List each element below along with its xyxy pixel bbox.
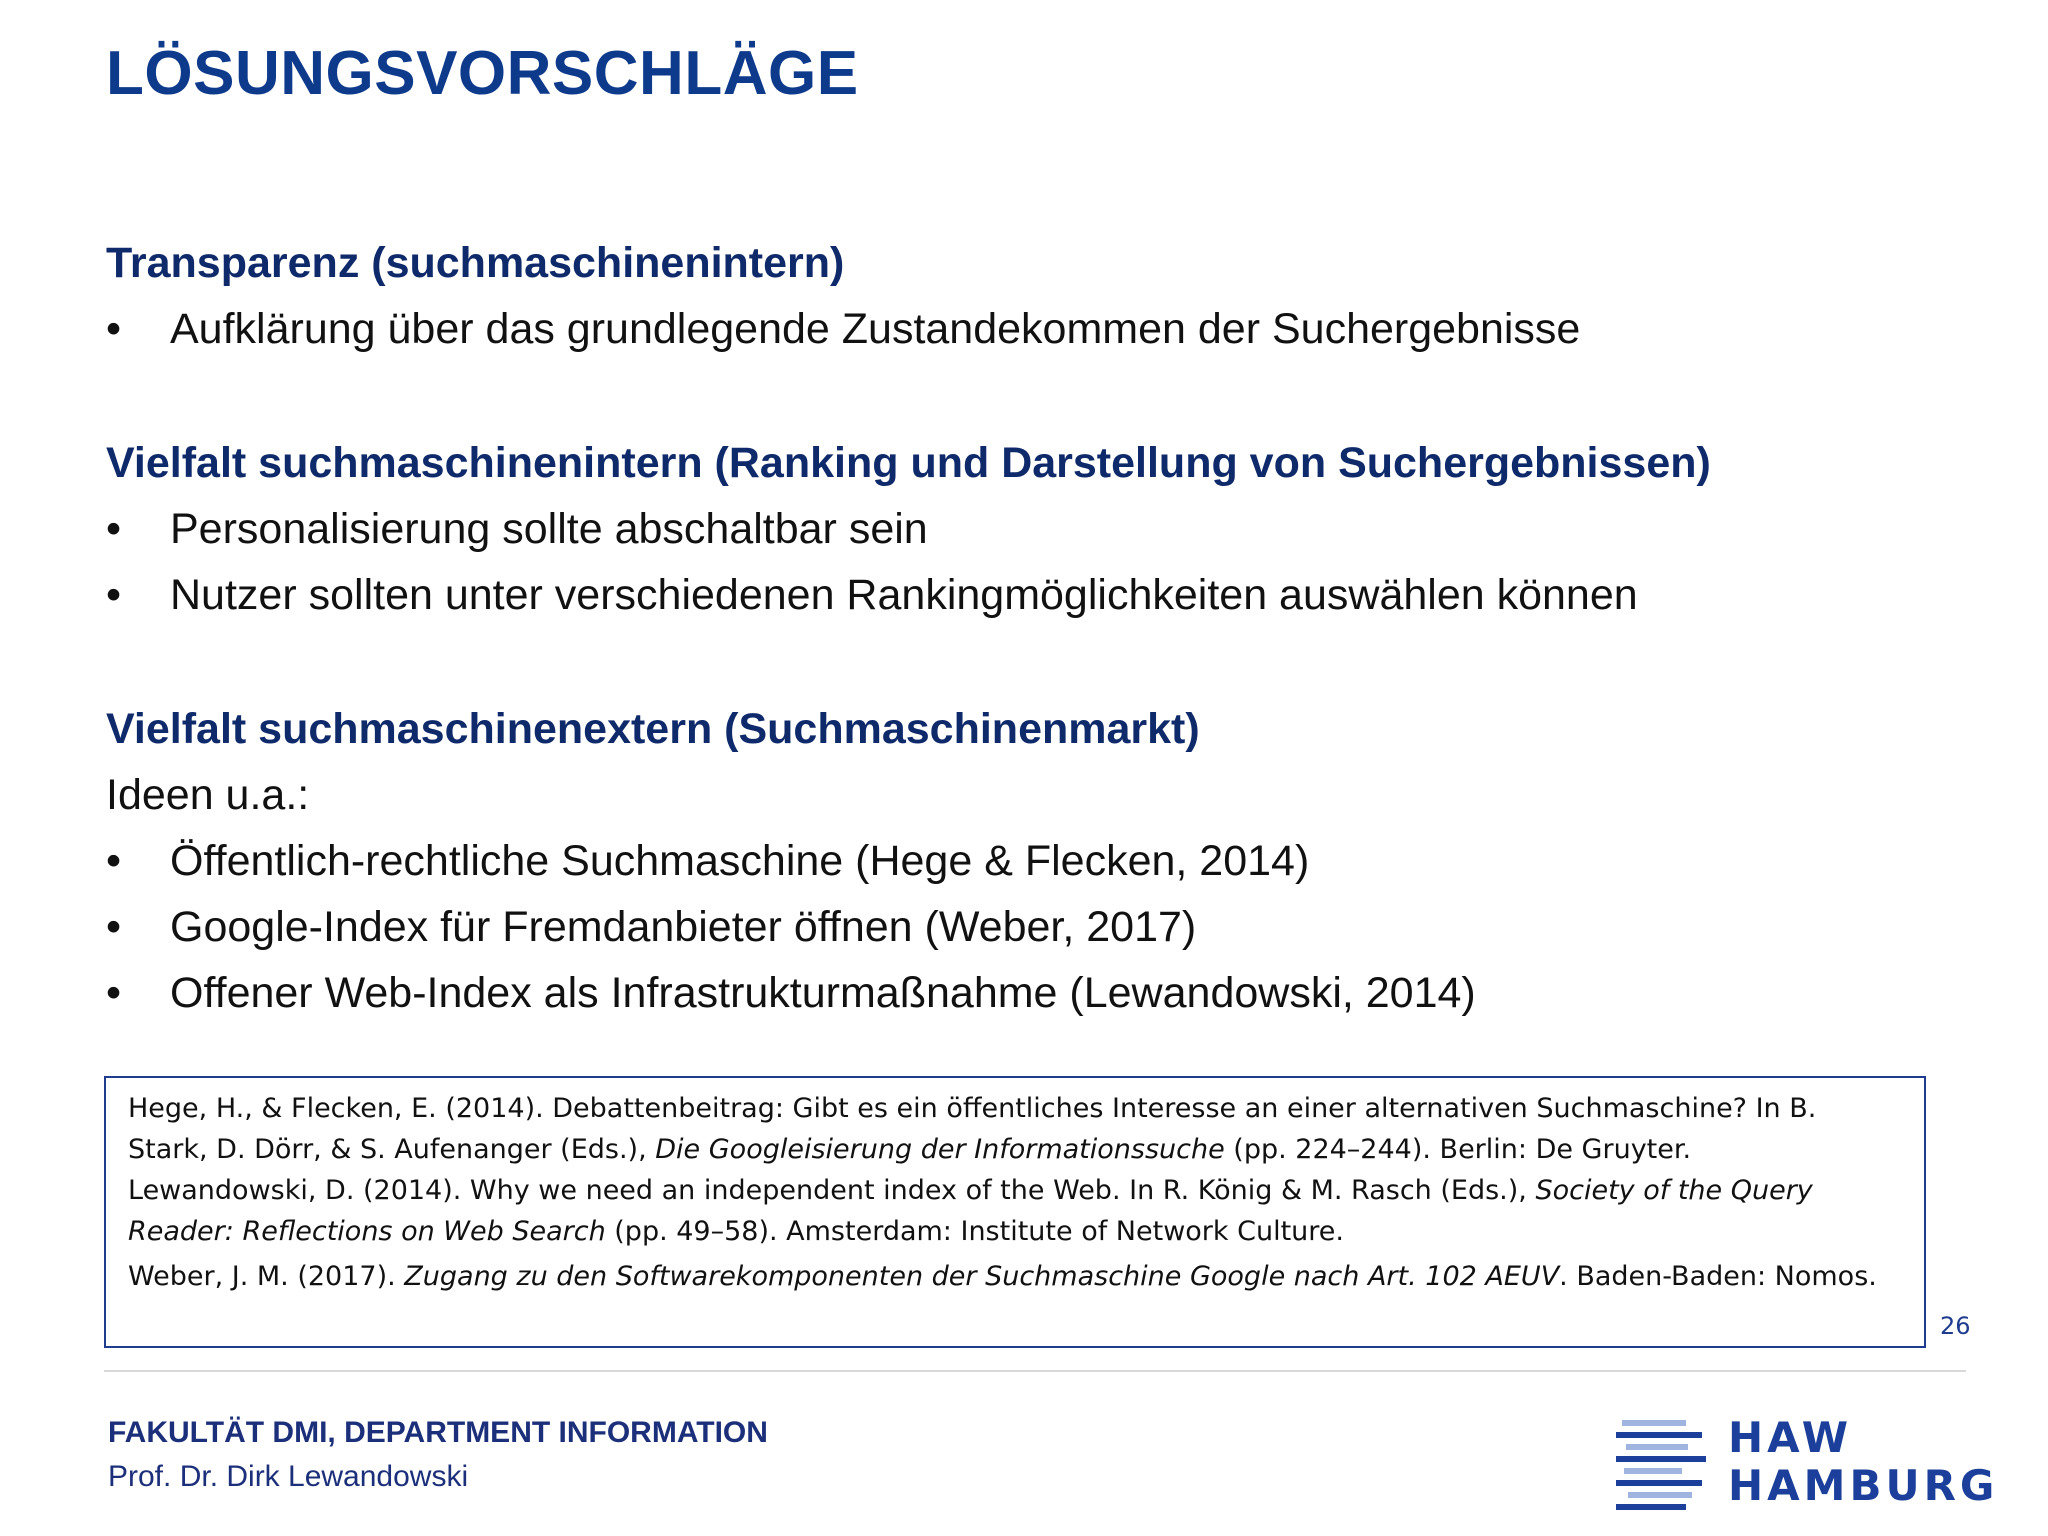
reference-entry: [128, 1088, 1900, 1170]
bullet-mark: •: [106, 571, 122, 619]
bullet-mark: •: [106, 969, 122, 1017]
bullet-item: [106, 496, 1966, 562]
reference-entry: [128, 1170, 1900, 1252]
bullet-mark: •: [106, 305, 122, 353]
section-heading: Vielfalt suchmaschinenintern (Ranking und Darstellung von Suchergebnissen): [106, 439, 1711, 487]
bullet-item: [106, 960, 1966, 1026]
section-transparency: [106, 230, 1966, 362]
bullet-text: Offener Web-Index als Infrastrukturmaßnahme (Lewandowski, 2014): [170, 969, 1476, 1017]
slide-title: LÖSUNGSVORSCHLÄGE: [106, 39, 859, 108]
logo-wordmark: [1728, 1414, 1998, 1510]
reference-title: Die Googleisierung der Informationssuche: [655, 1134, 1225, 1165]
bullet-mark: •: [106, 505, 122, 553]
section-external-diversity: [106, 696, 1966, 1026]
footer-faculty: FAKULTÄT DMI, DEPARTMENT INFORMATION: [108, 1416, 768, 1449]
reference-text: Weber, J. M. (2017).: [128, 1261, 405, 1292]
reference-text: (pp. 49–58). Amsterdam: Institute of Network Culture.: [605, 1216, 1344, 1247]
section-intro: Ideen u.a.:: [106, 771, 310, 819]
reference-text: . Baden-Baden: Nomos.: [1559, 1261, 1877, 1292]
reference-text: Lewandowski, D. (2014). Why we need an independent index of the Web. In R. König & M. Rasch (Eds.),: [128, 1175, 1536, 1206]
footer-divider: [104, 1370, 1966, 1372]
reference-title: Zugang zu den Softwarekomponenten der Suchmaschine Google nach Art. 102 AEUV: [404, 1261, 1560, 1292]
footer-professor: Prof. Dr. Dirk Lewandowski: [108, 1460, 469, 1493]
bullet-text: Nutzer sollten unter verschiedenen Rankingmöglichkeiten auswählen können: [170, 571, 1638, 619]
references-box: [104, 1076, 1926, 1348]
section-heading: Transparenz (suchmaschinenintern): [106, 239, 845, 287]
bullet-item: [106, 828, 1966, 894]
haw-hamburg-logo: [1616, 1413, 1999, 1512]
section-heading: Vielfalt suchmaschinenextern (Suchmaschinenmarkt): [106, 705, 1200, 753]
bullet-mark: •: [106, 837, 122, 885]
bullet-text: Personalisierung sollte abschaltbar sein: [170, 505, 928, 553]
bullet-text: Aufklärung über das grundlegende Zustandekommen der Suchergebnisse: [170, 305, 1581, 353]
reference-text: Hege, H., & Flecken, E. (2014). Debattenbeitrag: Gibt es ein öffentliches Interesse an einer alternativen Suchmaschine? In B. Stark, D. Dörr, & S. Aufenanger (Eds.),: [128, 1093, 1817, 1165]
bullet-list: [106, 828, 1966, 1026]
reference-text: (pp. 224–244). Berlin: De Gruyter.: [1224, 1134, 1692, 1165]
bullet-mark: •: [106, 903, 122, 951]
logo-line: HAMBURG: [1728, 1461, 1999, 1510]
page-number: 26: [1940, 1312, 1971, 1340]
logo-line: HAW: [1728, 1413, 1853, 1462]
section-internal-diversity: [106, 430, 1966, 628]
logo-stripes-icon: [1616, 1418, 1716, 1512]
bullet-text: Google-Index für Fremdanbieter öffnen (Weber, 2017): [170, 903, 1197, 951]
bullet-list: [106, 296, 1966, 362]
bullet-text: Öffentlich-rechtliche Suchmaschine (Hege & Flecken, 2014): [170, 837, 1310, 885]
reference-entry: [128, 1256, 1900, 1297]
bullet-item: [106, 296, 1966, 362]
bullet-list: [106, 496, 1966, 628]
bullet-item: [106, 562, 1966, 628]
reference-title: Society of the Query Reader: Reflections on Web Search: [128, 1175, 1813, 1247]
slide-content: [106, 230, 1966, 1094]
bullet-item: [106, 894, 1966, 960]
